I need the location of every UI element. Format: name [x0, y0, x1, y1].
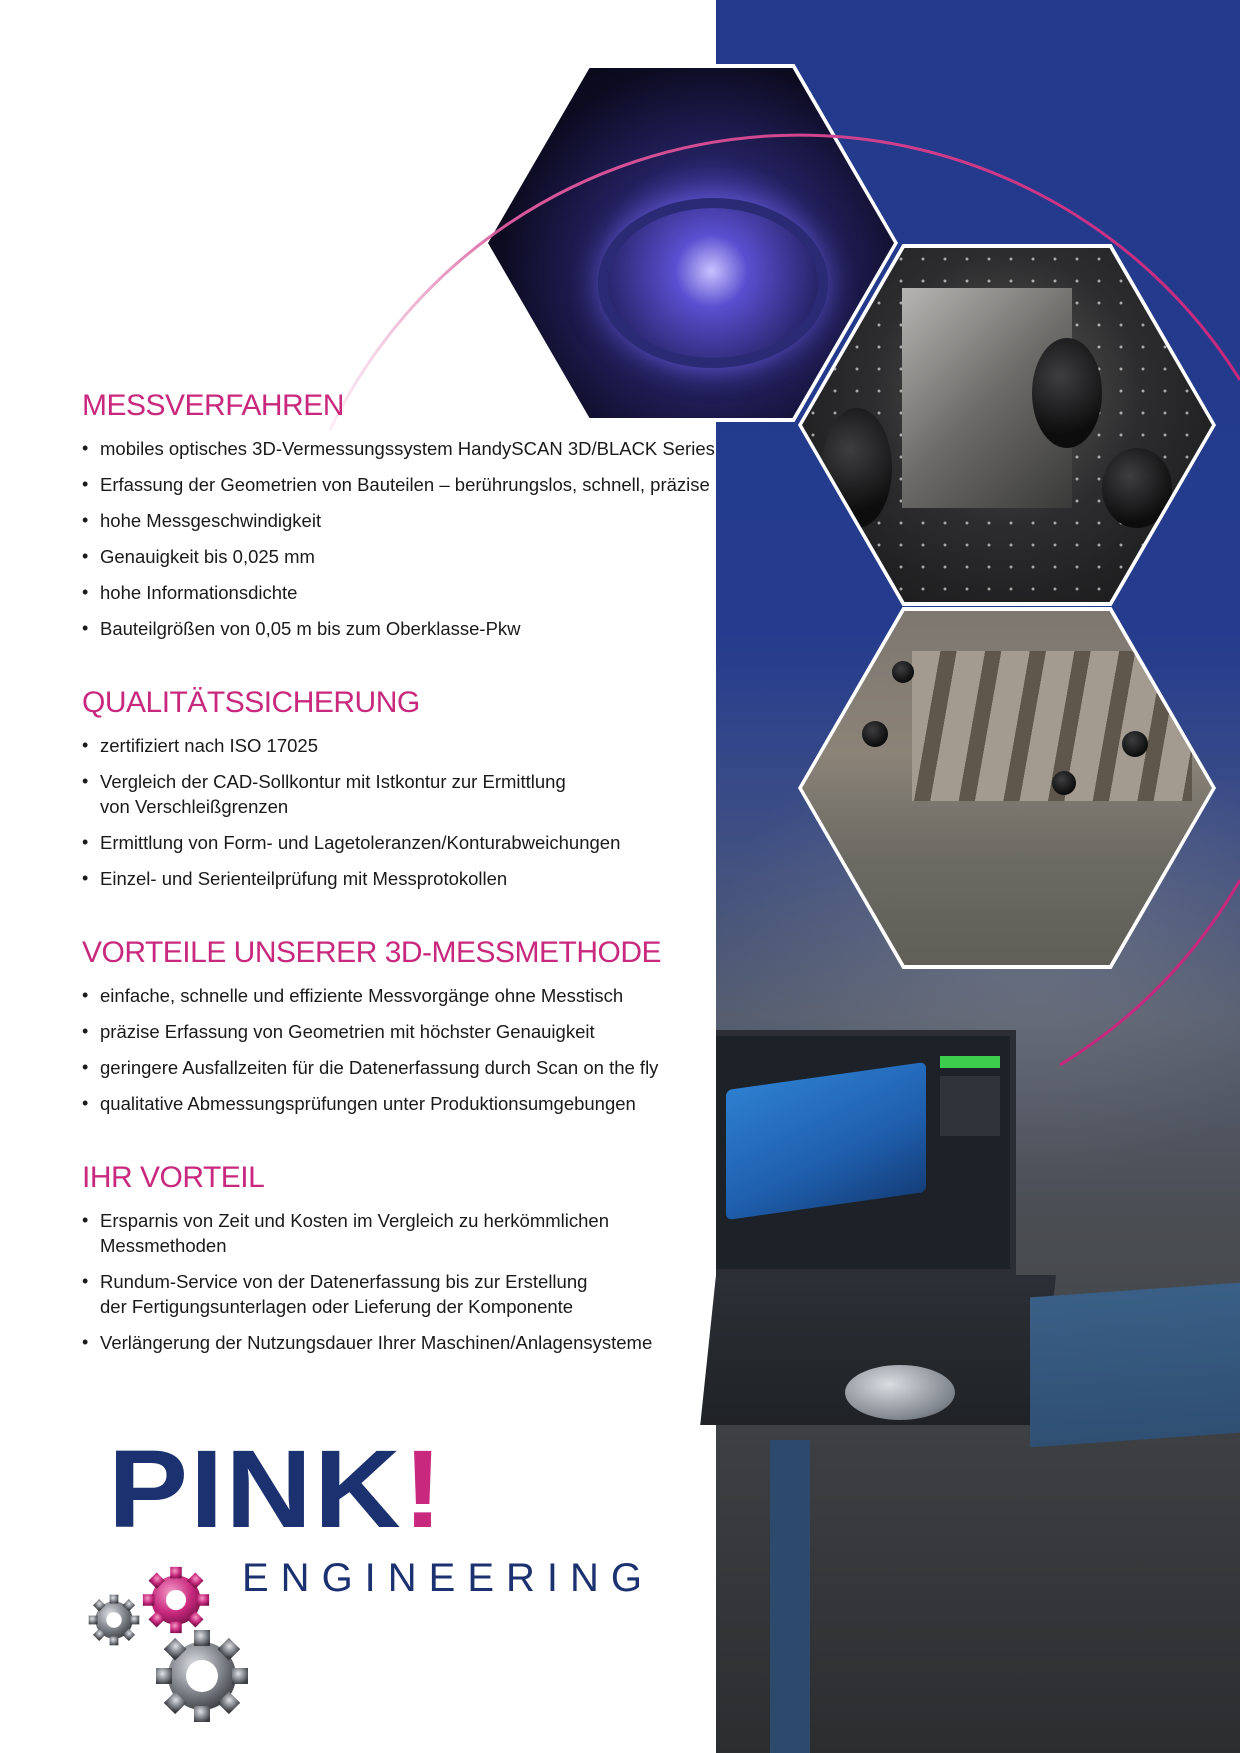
bullet-item: • Bauteilgrößen von 0,05 m bis zum Oberklasse-Pkw: [82, 616, 722, 641]
photo-wheel: [598, 198, 828, 368]
bullet-item: • Verlängerung der Nutzungsdauer Ihrer Maschinen/Anlagensysteme: [82, 1330, 722, 1355]
bullet-item: • hohe Messgeschwindigkeit: [82, 508, 722, 533]
bullet-item: • einfache, schnelle und effiziente Messvorgänge ohne Messtisch: [82, 983, 722, 1008]
text-column: [82, 388, 722, 1366]
bullet-item: • Einzel- und Serienteilprüfung mit Messprotokollen: [82, 866, 722, 891]
gear-icon-small: [89, 1595, 140, 1646]
section-title: IHR VORTEIL: [82, 1161, 265, 1194]
section-ihr-vorteil: [82, 1160, 722, 1355]
gear-icon-pink: [143, 1567, 209, 1633]
bullet-list: [82, 983, 722, 1116]
bullet-item: • Vergleich der CAD-Sollkontur mit Istkontur zur Ermittlung von Verschleißgrenzen: [82, 769, 570, 819]
bullet-item: • präzise Erfassung von Geometrien mit höchster Genauigkeit: [82, 1019, 722, 1044]
section-title: MESSVERFAHREN: [82, 389, 344, 422]
photo-marker-target: [862, 721, 888, 747]
company-logo: [84, 1427, 655, 1724]
section-title: VORTEILE UNSERER 3D-MESSMETHODE: [82, 936, 662, 969]
bullet-item: • Ersparnis von Zeit und Kosten im Vergleich zu herkömmlichen Messmethoden: [82, 1208, 722, 1258]
photo-table: [1030, 1283, 1240, 1448]
photo-scan-model: [726, 1062, 926, 1220]
photo-marker-target: [1122, 731, 1148, 757]
section-messverfahren: [82, 388, 722, 641]
photo-marker-target: [1032, 338, 1102, 448]
bullet-item: • Genauigkeit bis 0,025 mm: [82, 544, 722, 569]
bullet-item: • qualitative Abmessungsprüfungen unter Produktionsumgebungen: [82, 1091, 722, 1116]
bullet-item: • mobiles optisches 3D-Vermessungssystem HandySCAN 3D/BLACK Series: [82, 436, 722, 461]
section-title: QUALITÄTSSICHERUNG: [82, 686, 420, 719]
photo-marker-target: [892, 661, 914, 683]
bullet-list: [82, 436, 722, 641]
bullet-list: [82, 1208, 722, 1355]
section-qualitaetssicherung: [82, 685, 722, 891]
bullet-item: • hohe Informationsdichte: [82, 580, 722, 605]
logo-subtitle: ENGINEERING: [242, 1556, 655, 1600]
logo-word: PINK: [108, 1427, 403, 1551]
bullet-item: • Rundum-Service von der Datenerfassung bis zur Erstellung der Fertigungsunterlagen oder Lieferung der Komponente: [82, 1269, 610, 1319]
bullet-item: • geringere Ausfallzeiten für die Datenerfassung durch Scan on the fly: [82, 1055, 722, 1080]
gear-icon: [84, 1544, 284, 1724]
photo-ui-bar: [940, 1056, 1000, 1068]
bullet-item: • Erfassung der Geometrien von Bauteilen – berührungslos, schnell, präzise: [82, 472, 722, 497]
bullet-item: • zertifiziert nach ISO 17025: [82, 733, 722, 758]
photo-laptop-screen: [716, 1030, 1016, 1275]
photo-ui-panel: [940, 1076, 1000, 1136]
photo-table-leg: [770, 1440, 810, 1753]
bullet-item: • Ermittlung von Form- und Lagetoleranzen/Konturabweichungen: [82, 830, 722, 855]
photo-mouse: [845, 1365, 955, 1420]
logo-wordmark: [108, 1427, 445, 1551]
section-vorteile-3d-messmethode: [82, 935, 722, 1116]
gear-icon-large: [156, 1630, 248, 1722]
logo-exclamation: !: [402, 1427, 445, 1551]
bullet-list: [82, 733, 722, 891]
photo-marker-target: [1052, 771, 1076, 795]
